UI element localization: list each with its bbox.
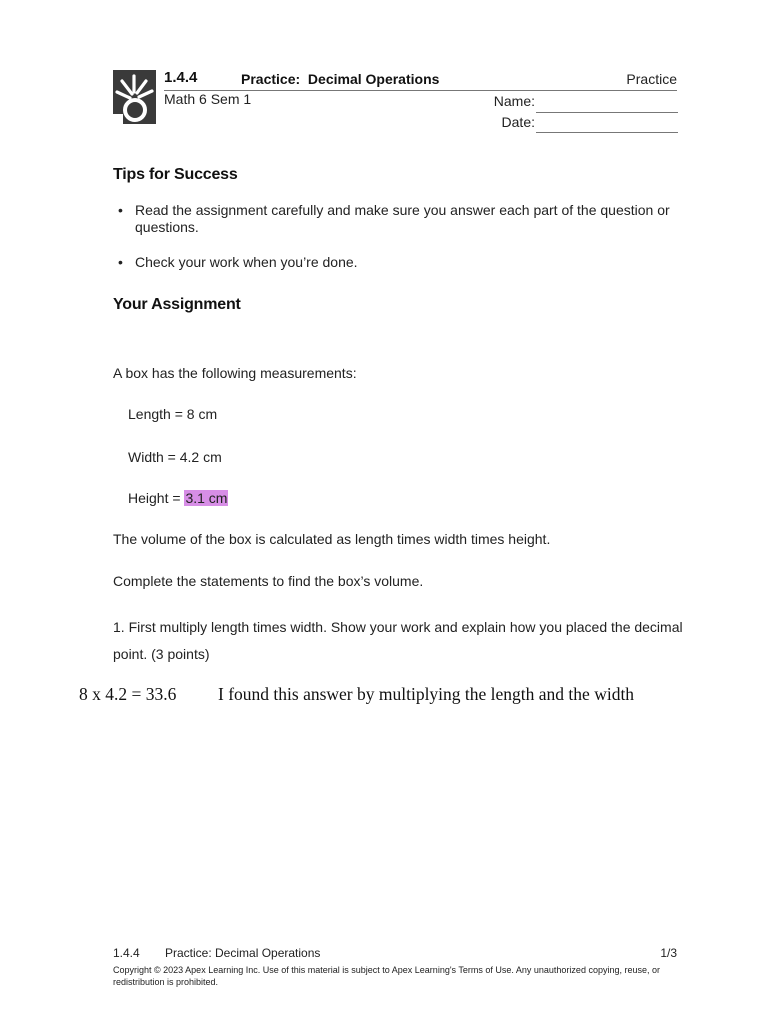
length-measurement: Length = 8 cm (128, 406, 218, 422)
tips-heading: Tips for Success (113, 166, 238, 183)
answer-explanation[interactable]: I found this answer by multiplying the length and the width (218, 684, 635, 704)
instruction-text: Complete the statements to find the box’s volume. (113, 573, 424, 589)
height-label: Height = (128, 490, 185, 506)
document-type: Practice (626, 71, 677, 87)
bullet-icon: • (118, 254, 123, 270)
assignment-heading: Your Assignment (113, 296, 241, 313)
course-name: Math 6 Sem 1 (164, 91, 252, 107)
lesson-number: 1.4.4 (164, 69, 198, 86)
page-number: 1/3 (660, 946, 677, 960)
tip-item (113, 202, 673, 236)
height-measurement (128, 485, 698, 512)
tip-text: Check your work when you’re done. (135, 254, 358, 270)
highlighted-height-value: 3.1 cm (185, 490, 228, 506)
footer-lesson-number: 1.4.4 (113, 946, 140, 960)
question-1: 1. First multiply length times width. Show your work and explain how you placed the decimal point. (3 points) (113, 619, 683, 662)
date-field[interactable] (536, 132, 678, 133)
tip-item (113, 254, 673, 271)
document-title: Practice: Decimal Operations (241, 71, 440, 87)
apex-learning-logo-icon (113, 70, 156, 124)
answer-equation[interactable]: 8 x 4.2 = 33.6 (79, 684, 177, 704)
bullet-icon: • (118, 202, 123, 218)
footer-title: Practice: Decimal Operations (165, 946, 321, 960)
assignment-intro: A box has the following measurements: (113, 365, 357, 381)
copyright-notice: Copyright © 2023 Apex Learning Inc. Use of this material is subject to Apex Learning's Terms of Use. Any unauthorized copying, reuse, or redistribution is prohibited. (113, 965, 660, 987)
volume-note: The volume of the box is calculated as length times width times height. (113, 531, 551, 547)
name-label: Name: (493, 93, 535, 109)
tip-text: Read the assignment carefully and make sure you answer each part of the question or questions. (135, 202, 670, 235)
name-field[interactable] (536, 112, 678, 113)
date-label: Date: (501, 114, 535, 130)
width-measurement: Width = 4.2 cm (128, 449, 222, 465)
